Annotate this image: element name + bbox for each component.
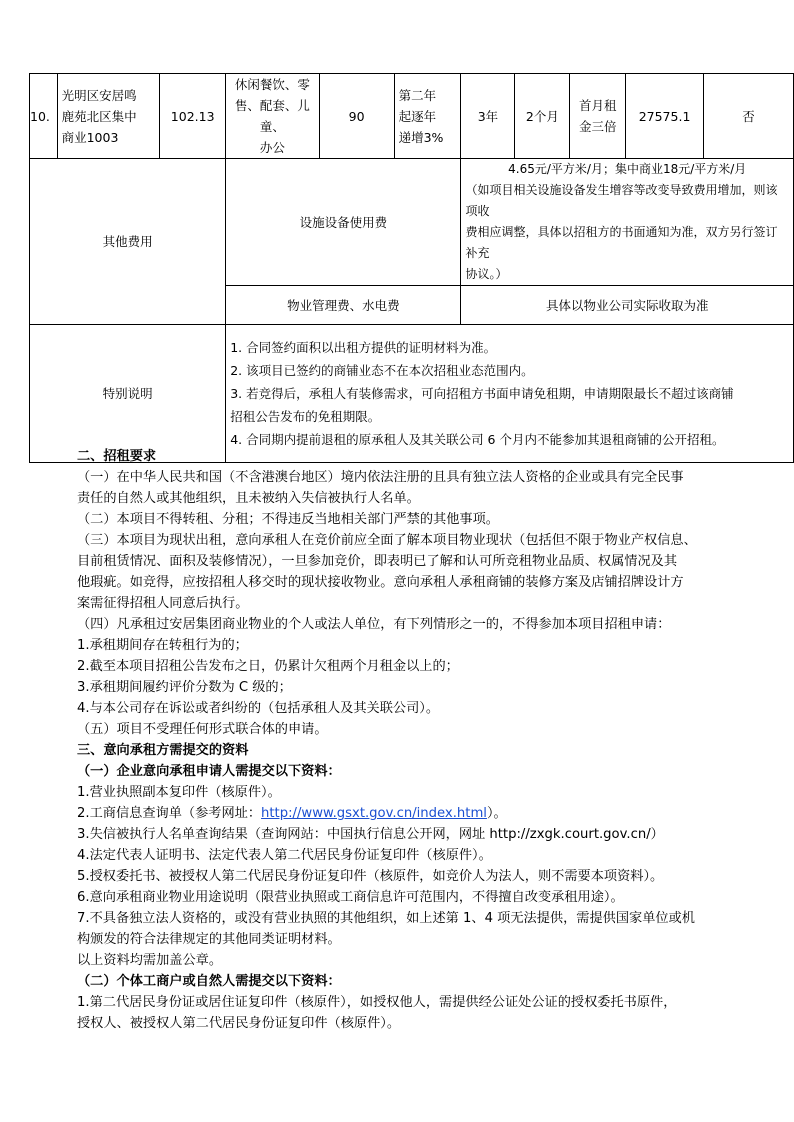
paragraph-line: 他瑕疵。如竞得，应按招租人移交时的现状接收物业。意向承租人承租商铺的装修方案及店铺招牌设计方 xyxy=(77,575,684,590)
other-fees-label: 其他费用 xyxy=(30,159,226,325)
special-note-2: 2. 该项目已签约的商铺业态不在本次招租业态范围内。 xyxy=(230,363,534,378)
business-cell: 休闲餐饮、零 售、配套、儿童、 办公 xyxy=(226,74,319,159)
facility-fee-label: 设施设备使用费 xyxy=(226,159,461,286)
paragraph-line: （三）本项目为现状出租，意向承租人在竞价前应全面了解本项目物业现状（包括但不限于物业产权信息、 xyxy=(77,533,697,548)
paragraph-line: 2.工商信息查询单（参考网址：http://www.gsxt.gov.cn/index.html）。 xyxy=(77,806,507,821)
period-cell: 90 xyxy=(319,74,394,159)
row-number: 10. xyxy=(30,74,58,159)
increase-cell: 第二年 起逐年 递增3% xyxy=(394,74,461,159)
paragraph-line: 5.授权委托书、被授权人第二代居民身份证复印件（核原件，如竞价人为法人，则不需要本项资料）。 xyxy=(77,869,664,884)
deposit-cell: 首月租 金三倍 xyxy=(570,74,626,159)
special-notes-label: 特别说明 xyxy=(30,325,226,463)
term-cell: 3年 xyxy=(461,74,515,159)
facility-fee-value: 4.65元/平方米/月；集中商业18元/平方米/月 （如项目相关设施设备发生增容等改变导致费用增加，则该项收 费相应调整，具体以招租方的书面通知为准，双方另行签订补充 协议。） xyxy=(461,159,794,286)
location-cell: 光明区安居鸣 鹿苑北区集中 商业1003 xyxy=(57,74,160,159)
property-fee-value: 具体以物业公司实际收取为准 xyxy=(461,286,794,325)
paragraph-line: （五）项目不受理任何形式联合体的申请。 xyxy=(77,722,328,737)
property-fee-label: 物业管理费、水电费 xyxy=(226,286,461,325)
paragraph-line: 1.承租期间存在转租行为的； xyxy=(77,638,248,653)
price-cell: 27575.1 xyxy=(626,74,704,159)
table-row xyxy=(30,74,794,159)
paragraph-line: 1.第二代居民身份证或居住证复印件（核原件），如授权他人，需提供经公证处公证的授权委托书原件， xyxy=(77,995,677,1010)
yesno-cell: 否 xyxy=(703,74,793,159)
rental-table xyxy=(29,73,794,463)
paragraph-line: 6.意向承租商业物业用途说明（限营业执照或工商信息许可范围内，不得擅自改变承租用途）。 xyxy=(77,890,624,905)
special-note-4: 4. 合同期内提前退租的原承租人及其关联公司 6 个月内不能参加其退租商铺的公开招租。 xyxy=(230,432,725,447)
paragraph-line: （二）本项目不得转租、分租；不得违反当地相关部门严禁的其他事项。 xyxy=(77,512,499,527)
paragraph-line: （四）凡承租过安居集团商业物业的个人或法人单位，有下列情形之一的，不得参加本项目招租申请： xyxy=(77,617,671,632)
paragraph-line: 责任的自然人或其他组织，且未被纳入失信被执行人名单。 xyxy=(77,491,420,506)
subsection-title: （一）企业意向承租申请人需提交以下资料： xyxy=(77,764,341,779)
document-body xyxy=(77,446,717,1034)
section-2-title: 二、招租要求 xyxy=(77,449,157,464)
special-note-3: 3. 若竞得后，承租人有装修需求，可向招租方书面申请免租期，申请期限最长不超过该商铺 招租公告发布的免租期限。 xyxy=(230,386,734,424)
paragraph-line: 3.承租期间履约评价分数为 C 级的； xyxy=(77,680,292,695)
area-cell: 102.13 xyxy=(160,74,226,159)
gsxt-link[interactable]: http://www.gsxt.gov.cn/index.html xyxy=(261,806,487,821)
subsection-title: （二）个体工商户或自然人需提交以下资料： xyxy=(77,974,341,989)
paragraph-line: 构颁发的符合法律规定的其他同类证明材料。 xyxy=(77,932,341,947)
paragraph-line: 4.与本公司存在诉讼或者纠纷的（包括承租人及其关联公司）。 xyxy=(77,701,440,716)
special-notes-value xyxy=(226,325,794,463)
paragraph-line: 授权人、被授权人第二代居民身份证复印件（核原件）。 xyxy=(77,1016,401,1031)
paragraph-line: （一）在中华人民共和国（不含港澳台地区）境内依法注册的且具有独立法人资格的企业或具有完全民事 xyxy=(77,470,684,485)
paragraph-line: 目前租赁情况、面积及装修情况），一旦参加竞价，即表明已了解和认可所竞租物业品质、权属情况及其 xyxy=(77,554,678,569)
paragraph-line: 以上资料均需加盖公章。 xyxy=(77,953,223,968)
paragraph-line: 案需征得招租人同意后执行。 xyxy=(77,596,249,611)
special-note-1: 1. 合同签约面积以出租方提供的证明材料为准。 xyxy=(230,340,497,355)
paragraph-line: 1.营业执照副本复印件（核原件）。 xyxy=(77,785,281,800)
paragraph-line: 2.截至本项目招租公告发布之日，仍累计欠租两个月租金以上的； xyxy=(77,659,459,674)
table-row xyxy=(30,159,794,286)
table-row xyxy=(30,325,794,463)
section-3-title: 三、意向承租方需提交的资料 xyxy=(77,743,249,758)
paragraph-line: 4.法定代表人证明书、法定代表人第二代居民身份证复印件（核原件）。 xyxy=(77,848,492,863)
paragraph-line: 3.失信被执行人名单查询结果（查询网站：中国执行信息公开网，网址 http://zxgk.court.gov.cn/） xyxy=(77,827,664,842)
paragraph-line: 7.不具备独立法人资格的，或没有营业执照的其他组织，如上述第 1、4 项无法提供，需提供国家单位或机 xyxy=(77,911,695,926)
free-period-cell: 2个月 xyxy=(515,74,570,159)
